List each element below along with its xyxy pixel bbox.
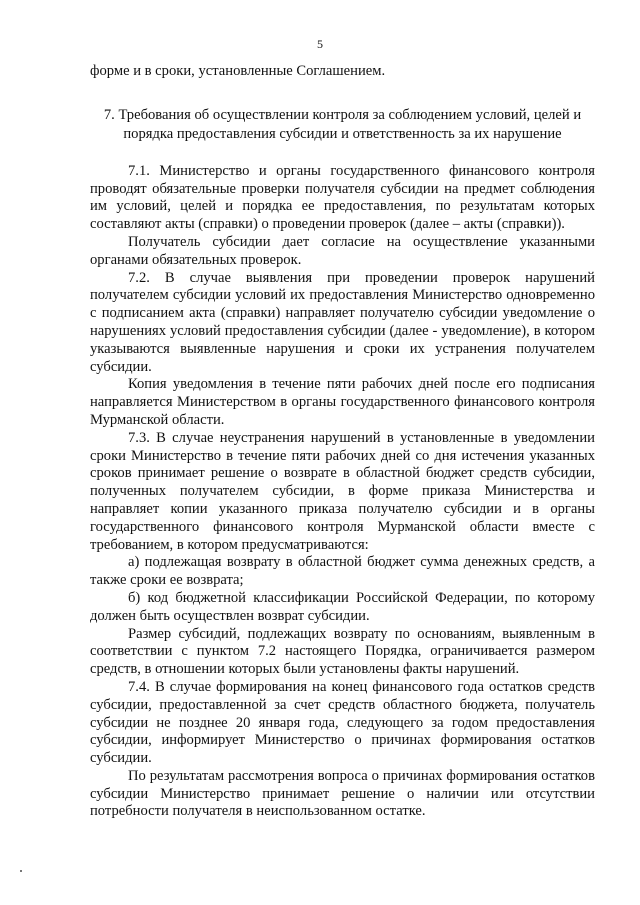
section-title: 7. Требования об осуществлении контроля за соблюдением условий, целей и порядка предоставления субсидии и ответственность за их нарушение: [103, 106, 582, 142]
paragraph-decision: По результатам рассмотрения вопроса о причинах формирования остатков субсидии Министерство принимает решение о наличии или отсутствии потребности получателя в неиспользованном остатке.: [90, 767, 595, 820]
paragraph-consent: Получатель субсидии дает согласие на осуществление указанными органами обязательных проверок.: [90, 233, 595, 268]
scan-speck: [20, 870, 22, 872]
paragraph-7-4: 7.4. В случае формирования на конец финансового года остатков средств субсидии, предоставленной за счет средств областного бюджета, получатель субсидии не позднее 20 января года, следующего за годом предоставления субсидии, информирует Министерство о причинах формирования остатков субсидии.: [90, 678, 595, 767]
paragraph-7-2: 7.2. В случае выявления при проведении проверок нарушений получателем субсидии условий их предоставления Министерство одновременно с подписанием акта (справки) направляет получателю субсидии уведомление о нарушениях условий предоставления субсидии (далее - уведомление), в котором указываются выявленные нарушения и сроки их устранения получателем субсидии.: [90, 269, 595, 375]
paragraph-notice-copy: Копия уведомления в течение пяти рабочих дней после его подписания направляется Министерством в органы государственного финансового контроля Мурманской области.: [90, 376, 595, 428]
paragraph-return-size: Размер субсидий, подлежащих возврату по основаниям, выявленным в соответствии с пунктом 7.2 настоящего Порядка, ограничивается размером средств, в отношении которых были установлены факты нарушений.: [90, 625, 595, 678]
paragraph-7-1: 7.1. Министерство и органы государственного финансового контроля проводят обязательные проверки получателя субсидии на предмет соблюдения им условий, целей и порядка ее предоставления, по результатам которых составляют акты (справки) о проведении проверок (далее – акты (справки)).: [90, 162, 595, 233]
paragraph-7-3: 7.3. В случае неустранения нарушений в установленные в уведомлении сроки Министерство в течение пяти рабочих дней со дня истечения указанных сроков принимает решение о возврате в областной бюджет средств субсидии, полученных получателем субсидии, в форме приказа Министерства и направляет копии указанного приказа получателю субсидии и в органы государственного финансового контроля Мурманской области вместе с требованием, в котором предусматриваются:: [90, 429, 595, 553]
document-body: [90, 63, 595, 821]
page-number: 5: [317, 37, 323, 51]
paragraph-item-a: а) подлежащая возврату в областной бюджет сумма денежных средств, а также сроки ее возврата;: [90, 554, 595, 589]
paragraph-item-b: б) код бюджетной классификации Российской Федерации, по которому должен быть осуществлен возврат субсидии.: [90, 589, 595, 624]
continuation-line: форме и в сроки, установленные Соглашением.: [90, 63, 386, 79]
